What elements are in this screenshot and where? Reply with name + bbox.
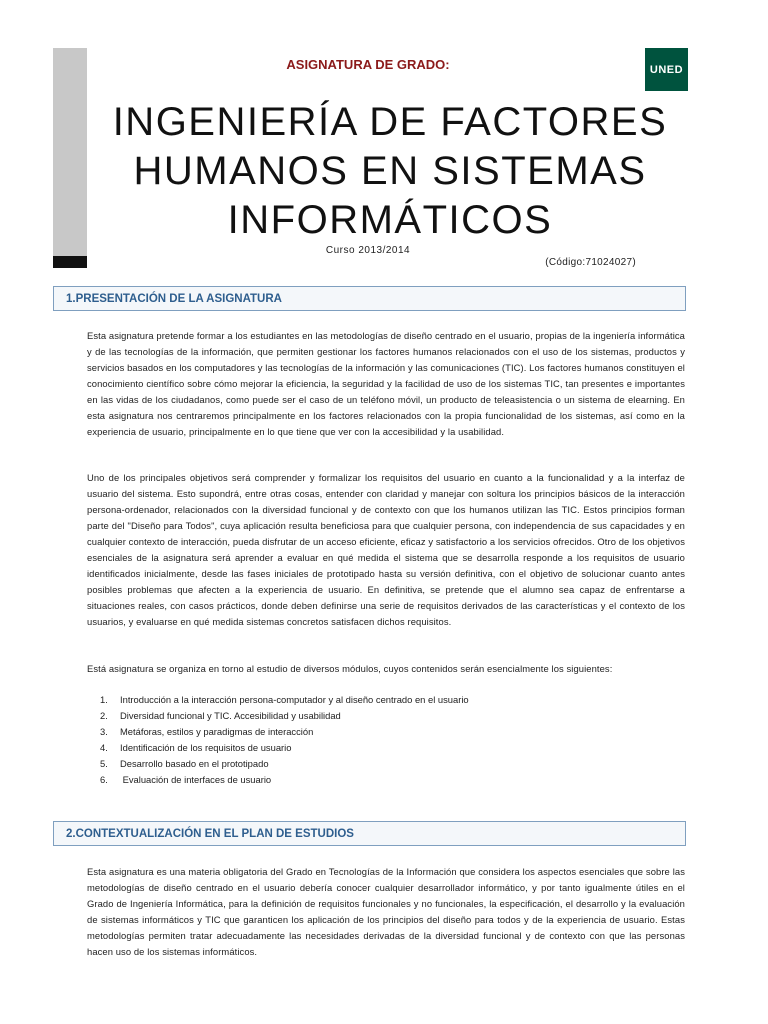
list-item	[100, 756, 469, 772]
list-item-number: 3.	[100, 726, 108, 737]
modules-list	[100, 692, 469, 788]
subject-code: (Código:71024027)	[545, 257, 636, 268]
list-item-number: 4.	[100, 742, 108, 753]
list-item-number: 5.	[100, 758, 108, 769]
title-line: HUMANOS EN SISTEMAS	[133, 149, 647, 193]
list-item-text: Evaluación de interfaces de usuario	[120, 774, 272, 785]
course-year: Curso 2013/2014	[325, 245, 411, 256]
uned-logo: UNED	[645, 48, 688, 91]
list-item-text: Desarrollo basado en el prototipado	[120, 758, 269, 769]
subject-type-label: ASIGNATURA DE GRADO:	[286, 57, 450, 72]
title-line: INGENIERÍA DE FACTORES	[112, 100, 668, 144]
paragraph: Uno de los principales objetivos será comprender y formalizar los requisitos del usuario en cuanto a la funcionalidad y a la interfaz de usuario del sistema. Esto supondrá, entre otras cosas, entender con claridad y manejar con soltura los principios básicos de la interacción persona-ordenador, relacionados con la diversidad funcional y de contexto con que los humanos utilizan las TIC. Estos principios forman parte del "Diseño para Todos", cuya aplicación resulta beneficiosa para que cualquier persona, con independencia de sus capacidades y en cualquier contexto de interacción, pueda disfrutar de un acceso eficiente, eficaz y satisfactorio a los servicios ofrecidos. Otro de los objetivos esenciales de la asignatura será aprender a evaluar en qué medida el sistema que se desarrolla responde a los requisitos de usuario identificados inicialmente, desde las fases iniciales de prototipado hasta su versión definitiva, con el objetivo de solucionar cuanto antes posibles problemas que afecten a la experiencia de usuario. En definitiva, se pretende que el alumno sea capaz de enfrentarse a situaciones reales, con casos prácticos, donde deben definirse una serie de requisitos derivados de las características y el contexto de los usuarios, y evaluarse en qué medida sistemas concretos satisfacen dichos requisitos.	[87, 472, 685, 627]
list-item	[100, 724, 469, 740]
title-line: INFORMÁTICOS	[227, 198, 553, 242]
list-item-text: Introducción a la interacción persona-computador y al diseño centrado en el usuario	[120, 694, 469, 705]
list-item-number: 6.	[100, 774, 108, 785]
page-title	[60, 98, 720, 245]
paragraph: Esta asignatura es una materia obligatoria del Grado en Tecnologías de la Información que considera los aspectos esenciales que sobre las metodologías de diseño centrado en el usuario debería conocer cualquier desarrollador informático, y por tanto igualmente útiles en el Grado de Ingeniería Informática, para la definición de requisitos funcionales y no funcionales, la especificación, el desarrollo y la evaluación de sistemas informáticos y TIC que garanticen los aplicación de los principios del diseño para todos y de la experiencia de usuario. Estas metodologías permiten tratar adecuadamente las necesidades derivadas de la diversidad funcional y de contexto con que las personas hacen uso de los sistemas informáticos.	[87, 866, 685, 957]
list-item-number: 2.	[100, 710, 108, 721]
list-item-text: Identificación de los requisitos de usuario	[120, 742, 292, 753]
decorative-black-bar	[53, 256, 87, 268]
list-item	[100, 708, 469, 724]
list-item	[100, 740, 469, 756]
list-item-text: Metáforas, estilos y paradigmas de interacción	[120, 726, 314, 737]
list-item	[100, 692, 469, 708]
paragraph: Esta asignatura pretende formar a los estudiantes en las metodologías de diseño centrado en el usuario, propias de la ingeniería informática y de las tecnologías de la información, que permiten gestionar los factores humanos relacionados con el uso de los sistemas, productos y servicios basados en los computadores y las tecnologías de la información y las comunicaciones (TIC). Los factores humanos constituyen el conocimiento científico sobre cómo mejorar la eficiencia, la seguridad y la facilidad de uso de los sistemas TIC, tan presentes e importantes en las vidas de los ciudadanos, como puede ser el caso de un teléfono móvil, un producto de teleasistencia o un sistema de elearning. En esta asignatura nos centraremos principalmente en los factores relacionados con la propia funcionalidad de los sistemas, así como en la experiencia de usuario, principalmente en lo que tiene que ver con la accesibilidad y la usabilidad.	[87, 330, 685, 437]
list-item-text: Diversidad funcional y TIC. Accesibilidad y usabilidad	[120, 710, 341, 721]
list-item-number: 1.	[100, 694, 108, 705]
list-item	[100, 772, 469, 788]
section-heading-context: 2.CONTEXTUALIZACIÓN EN EL PLAN DE ESTUDIOS	[53, 821, 686, 846]
section-heading-presentation: 1.PRESENTACIÓN DE LA ASIGNATURA	[53, 286, 686, 311]
paragraph: Está asignatura se organiza en torno al estudio de diversos módulos, cuyos contenidos serán esencialmente los siguientes:	[87, 663, 613, 674]
